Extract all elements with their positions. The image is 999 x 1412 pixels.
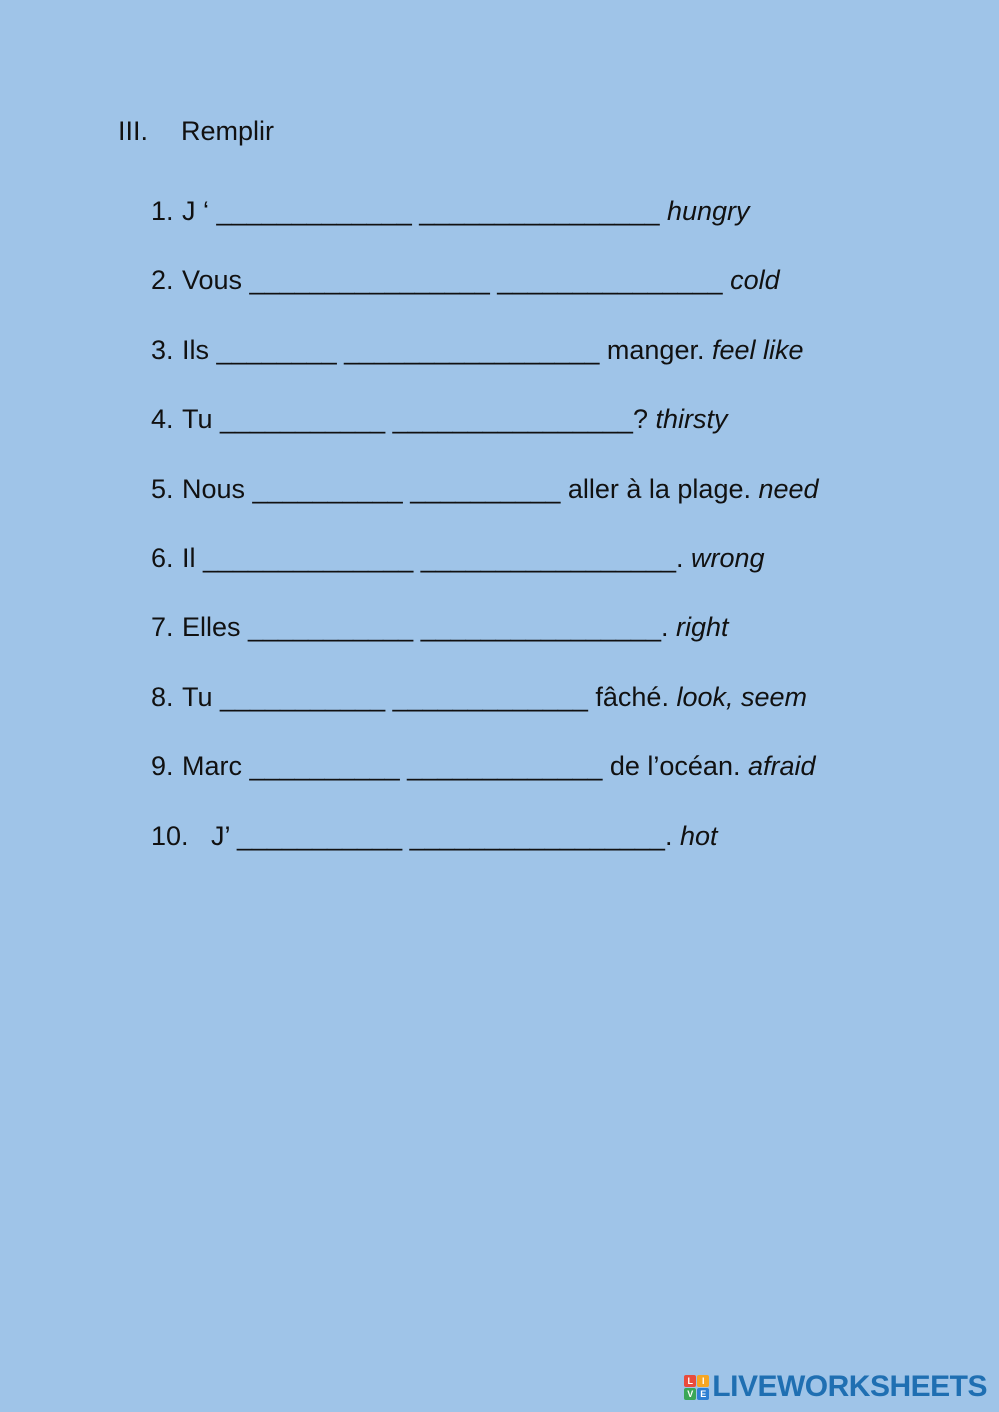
exercise-item-3 <box>151 333 804 367</box>
item-text: Tu ___________ _____________ fâché. <box>182 682 677 712</box>
item-number: 7. <box>151 612 174 642</box>
item-text: Marc __________ _____________ de l’océan. <box>182 751 748 781</box>
item-text: J’ ___________ _________________. <box>211 821 680 851</box>
item-hint: look, seem <box>676 682 808 712</box>
item-hint: afraid <box>747 751 816 781</box>
section-number: III. <box>118 116 149 146</box>
item-text: Tu ___________ ________________? <box>182 404 656 434</box>
item-text: Il ______________ _________________. <box>182 543 692 573</box>
exercise-item-6 <box>151 541 765 575</box>
section-heading <box>118 114 274 148</box>
item-number: 1. <box>151 196 174 226</box>
item-number: 2. <box>151 265 174 295</box>
item-hint: hot <box>679 821 718 851</box>
item-number: 8. <box>151 682 174 712</box>
item-number: 9. <box>151 751 174 781</box>
exercise-item-1 <box>151 194 750 228</box>
item-hint: hungry <box>666 196 750 226</box>
exercise-item-4 <box>151 402 727 436</box>
exercise-item-5 <box>151 472 819 506</box>
item-hint: feel like <box>711 335 804 365</box>
logo-cell-l: L <box>684 1375 696 1387</box>
liveworksheets-logo-icon <box>684 1375 709 1400</box>
item-text: Nous __________ __________ aller à la plage. <box>182 474 759 504</box>
item-hint: need <box>758 474 819 504</box>
exercise-item-2 <box>151 263 780 297</box>
item-hint: right <box>675 612 729 642</box>
item-text: Vous ________________ _______________ <box>182 265 731 295</box>
item-text: J ‘ _____________ ________________ <box>182 196 667 226</box>
item-hint: wrong <box>691 543 765 573</box>
item-hint: cold <box>730 265 780 295</box>
item-number: 6. <box>151 543 174 573</box>
exercise-item-7 <box>151 610 729 644</box>
item-number: 4. <box>151 404 174 434</box>
logo-cell-i: I <box>697 1375 709 1387</box>
item-number: 5. <box>151 474 174 504</box>
section-title: Remplir <box>181 116 275 146</box>
brand-name: LIVEWORKSHEETS <box>712 1370 987 1403</box>
exercise-item-8 <box>151 680 807 714</box>
item-number: 10. <box>151 821 189 851</box>
liveworksheets-brand[interactable] <box>684 1370 987 1404</box>
item-number: 3. <box>151 335 174 365</box>
item-text: Elles ___________ ________________. <box>182 612 676 642</box>
item-hint: thirsty <box>655 404 728 434</box>
exercise-item-10 <box>151 819 718 853</box>
logo-cell-v: V <box>684 1388 696 1400</box>
item-text: Ils ________ _________________ manger. <box>182 335 712 365</box>
logo-cell-e: E <box>697 1388 709 1400</box>
exercise-item-9 <box>151 749 816 783</box>
